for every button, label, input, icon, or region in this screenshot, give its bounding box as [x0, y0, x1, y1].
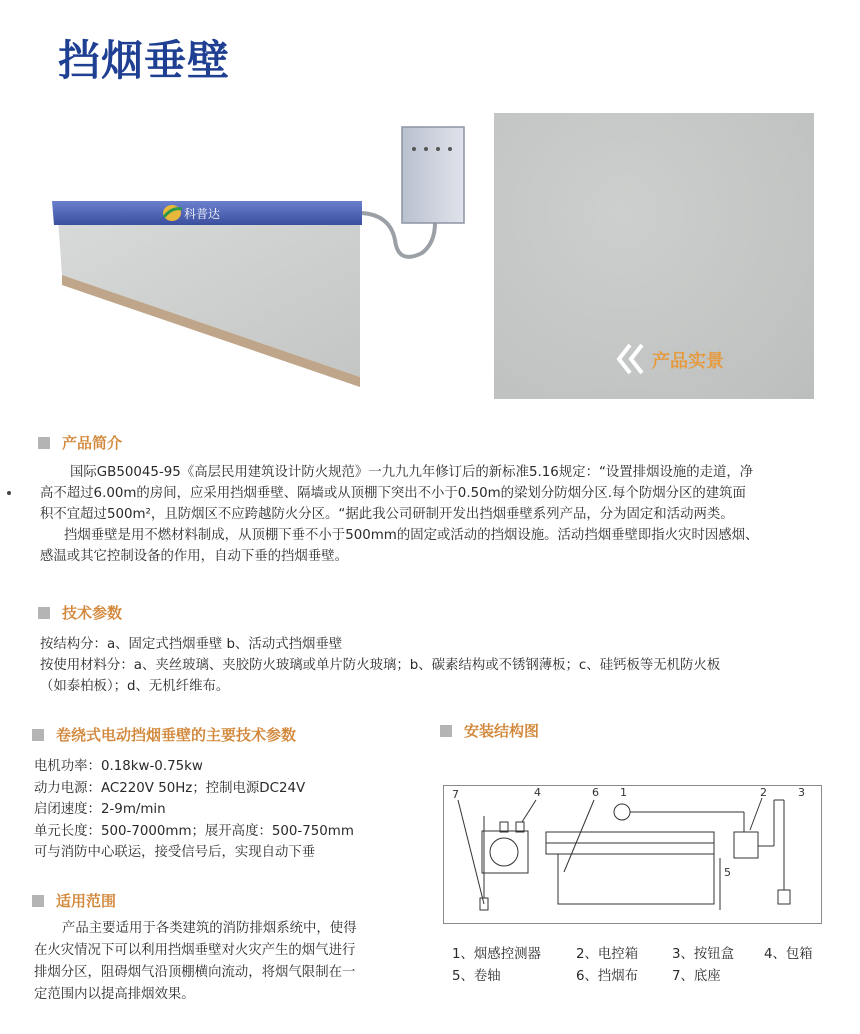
spec-line: 动力电源：AC220V 50Hz；控制电源DC24V — [34, 780, 306, 796]
legend-item: 2、电控箱 — [576, 947, 639, 962]
diagram-number: 7 — [452, 788, 459, 801]
text-line: 定范围内以提高排烟效果。 — [34, 987, 195, 1002]
legend-item: 3、按钮盒 — [672, 947, 735, 962]
logo-text: 科普达 — [184, 207, 221, 221]
page-title: 挡烟垂壁 — [58, 36, 231, 85]
text-line: 按结构分：a、固定式挡烟垂壁 b、活动式挡烟垂壁 — [40, 637, 343, 652]
control-box — [402, 127, 464, 223]
double-chevron-left-icon — [614, 342, 650, 376]
text-line: 积不宜超过500m²，且防烟区不应跨越防火分区。“据此我公司研制开发出挡烟垂壁系列产品，分为固定和活动两类。 — [40, 507, 734, 522]
rolling-specs — [34, 756, 354, 864]
tech-text — [40, 634, 720, 697]
product-illustration — [50, 125, 470, 395]
text-line: 在火灾情况下可以利用挡烟垂壁对火灾产生的烟气进行 — [34, 943, 356, 958]
bullet-square-icon — [38, 437, 50, 449]
text-line: （如泰柏板）；d、无机纤维布。 — [40, 679, 230, 694]
diagram-number: 2 — [760, 786, 767, 799]
diagram-number: 4 — [534, 786, 541, 799]
install-legend — [452, 944, 813, 988]
bullet-square-icon — [38, 607, 50, 619]
bullet-square-icon — [440, 725, 452, 737]
legend-row — [452, 966, 813, 988]
section-heading-install: 安装结构图 — [440, 720, 539, 741]
intro-text — [40, 462, 758, 567]
text-line: 挡烟垂壁是用不燃材料制成，从顶棚下垂不小于500mm的固定或活动的挡烟设施。活动挡烟垂壁即指火灾时因感烟、 — [64, 528, 759, 543]
diagram-number: 3 — [798, 786, 805, 799]
legend-row — [452, 944, 813, 966]
text-line: 感温或其它控制设备的作用，自动下垂的挡烟垂壁。 — [40, 549, 348, 564]
legend-item: 1、烟感控测器 — [452, 947, 541, 962]
bullet-square-icon — [32, 729, 44, 741]
legend-item: 5、卷轴 — [452, 969, 501, 984]
brand-logo — [163, 205, 220, 221]
text-line: 高不超过6.00m的房间，应采用挡烟垂壁、隔墙或从顶棚下突出不小于0.50m的梁划分防烟分区.每个防烟分区的建筑面 — [40, 486, 746, 501]
spec-line: 可与消防中心联运，接受信号后，实现自动下垂 — [34, 845, 316, 860]
diagram-number: 1 — [620, 786, 627, 799]
section-heading-tech: 技术参数 — [38, 602, 122, 623]
diagram-number: 5 — [724, 866, 731, 879]
install-diagram — [444, 786, 819, 921]
margin-dot — [7, 491, 11, 495]
legend-item: 7、底座 — [672, 969, 721, 984]
legend-item: 6、挡烟布 — [576, 969, 639, 984]
section-heading-scope: 适用范围 — [32, 890, 116, 911]
diagram-number: 6 — [592, 786, 599, 799]
bullet-square-icon — [32, 895, 44, 907]
legend-item: 4、包箱 — [764, 947, 813, 962]
text-line: 产品主要适用于各类建筑的消防排烟系统中，使得 — [62, 921, 357, 936]
section-heading-intro: 产品简介 — [38, 432, 122, 453]
text-line: 按使用材料分：a、夹丝玻璃、夹胶防火玻璃或单片防火玻璃；b、碳素结构或不锈钢薄板；c、硅钙板等无机防火板 — [40, 658, 721, 673]
scope-text — [34, 918, 357, 1006]
photo-label: 产品实景 — [652, 351, 724, 372]
spec-line: 启闭速度：2-9m/min — [34, 802, 166, 817]
text-line: 国际GB50045-95《高层民用建筑设计防火规范》一九九九年修订后的新标准5.16规定：“设置排烟设施的走道，净 — [70, 465, 754, 480]
spec-line: 单元长度：500-7000mm；展开高度：500-750mm — [34, 823, 354, 839]
text-line: 排烟分区，阻碍烟气沿顶棚横向流动，将烟气限制在一 — [34, 965, 356, 980]
section-heading-rolling: 卷绕式电动挡烟垂壁的主要技术参数 — [32, 724, 296, 745]
spec-line: 电机功率：0.18kw-0.75kw — [34, 759, 203, 774]
